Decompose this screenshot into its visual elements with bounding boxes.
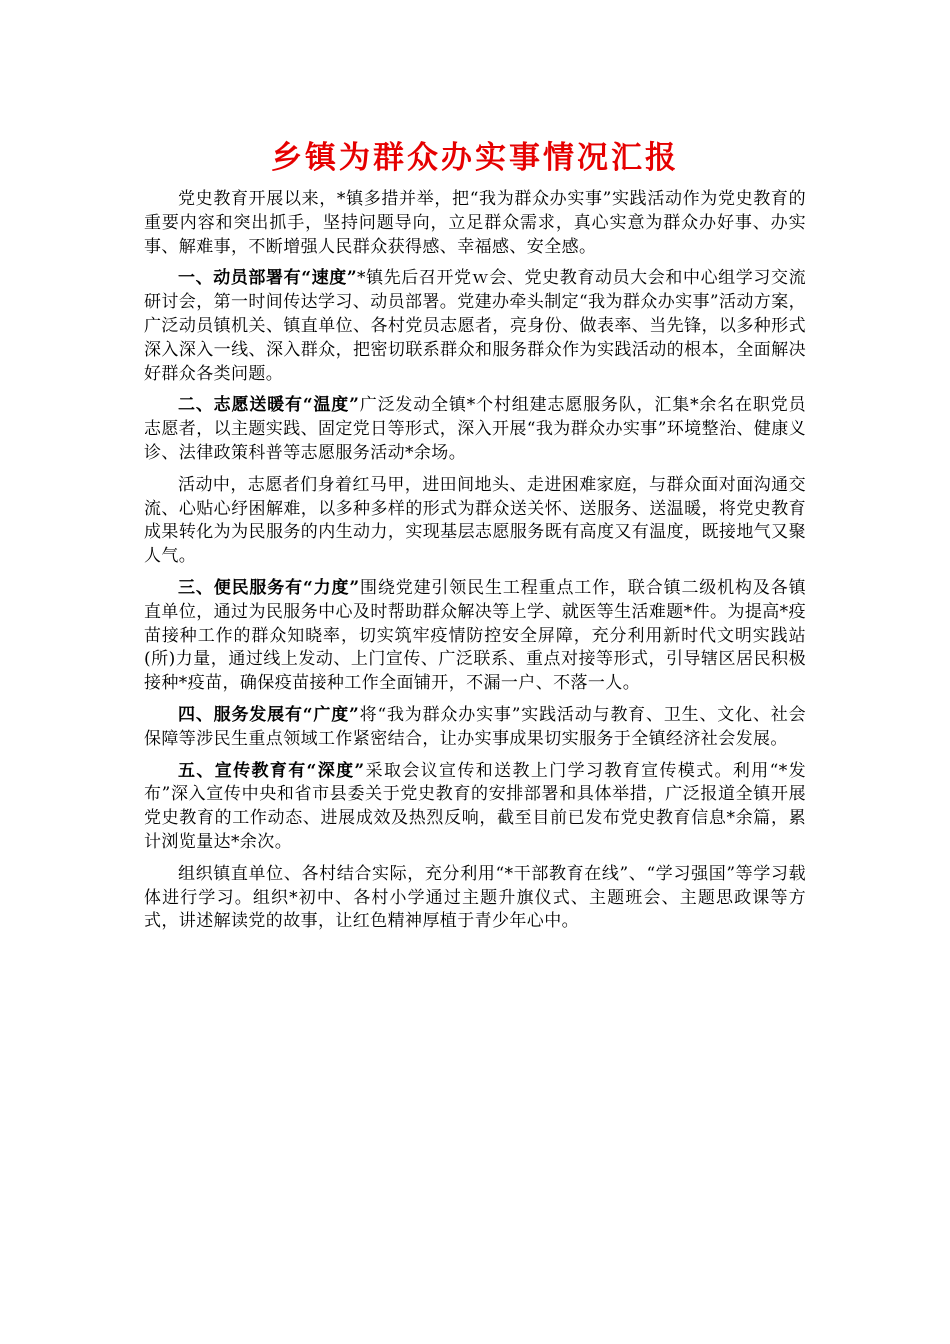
paragraph-section-5 (144, 760, 806, 855)
paragraph-text: 组织镇直单位、各村结合实际，充分利用“*干部教育在线”、“学习强国”等学习载体进行学习。组织*初中、各村小学通过主题升旗仪式、主题班会、主题思政课等方式，讲述解读党的故事，让红色精神厚植于青少年心中。 (144, 863, 806, 932)
paragraph-section-3 (144, 577, 806, 696)
paragraph-lead: 四、服务发展有“广度” (178, 704, 360, 725)
paragraph-intro (144, 188, 806, 259)
document-body (144, 188, 806, 942)
paragraph-section-2 (144, 394, 806, 465)
paragraph-text: 将“我为群众办实事”实践活动与教育、卫生、文化、社会保障等涉民生重点领域工作紧密结合，让办实事成果切实服务于全镇经济社会发展。 (144, 704, 806, 749)
paragraph-text: 活动中，志愿者们身着红马甲，进田间地头、走进困难家庭，与群众面对面沟通交流、心贴心纾困解难，以多种多样的形式为群众送关怀、送服务、送温暖，将党史教育成果转化为为民服务的内生动力，实现基层志愿服务既有高度又有温度，既接地气又聚人气。 (144, 474, 806, 567)
paragraph-text: 广泛发动全镇*个村组建志愿服务队，汇集*余名在职党员志愿者，以主题实践、固定党日等形式，深入开展“我为群众办实事”环境整治、健康义诊、法律政策科普等志愿服务活动*余场。 (144, 395, 806, 463)
paragraph-text: 采取会议宣传和送教上门学习教育宣传模式。利用“*发布”深入宣传中央和省市县委关于党史教育的安排部署和具体举措，广泛报道全镇开展党史教育的工作动态、进展成效及热烈反响，截至目前已发布党史教育信息*余篇，累计浏览量达*余次。 (144, 760, 806, 852)
paragraph-text: 围绕党建引领民生工程重点工作，联合镇二级机构及各镇直单位，通过为民服务中心及时帮助群众解决等上学、就医等生活难题*件。为提高*疫苗接种工作的群众知晓率，切实筑牢疫情防控安全屏障，充分利用新时代文明实践站(所)力量，通过线上发动、上门宣传、广泛联系、重点对接等形式，引导辖区居民积极接种*疫苗，确保疫苗接种工作全面铺开，不漏一户、不落一人。 (144, 577, 806, 694)
paragraph-section-1 (144, 267, 806, 386)
paragraph-lead: 二、志愿送暖有“温度” (178, 395, 360, 416)
paragraph-text: 党史教育开展以来，*镇多措并举，把“我为群众办实事”实践活动作为党史教育的重要内容和突出抓手，坚持问题导向，立足群众需求，真心实意为群众办好事、办实事、解难事，不断增强人民群众获得感、幸福感、安全感。 (144, 189, 806, 257)
paragraph-lead: 五、宣传教育有“深度” (178, 760, 365, 781)
paragraph-lead: 一、动员部署有“速度” (178, 268, 357, 289)
paragraph-text: *镇先后召开党ｗ会、党史教育动员大会和中心组学习交流研讨会，第一时间传达学习、动员部署。党建办牵头制定“我为群众办实事”活动方案，广泛动员镇机关、镇直单位、各村党员志愿者，亮身份、做表率、当先锋，以多种形式深入深入一线、深入群众，把密切联系群众和服务群众作为实践活动的根本，全面解决好群众各类问题。 (144, 268, 806, 384)
paragraph-lead: 三、便民服务有“力度” (178, 577, 360, 598)
paragraph-section-5-detail (144, 863, 806, 934)
paragraph-section-2-detail (144, 474, 806, 569)
paragraph-section-4 (144, 704, 806, 752)
document-title: 乡镇为群众办实事情况汇报 (271, 140, 679, 176)
